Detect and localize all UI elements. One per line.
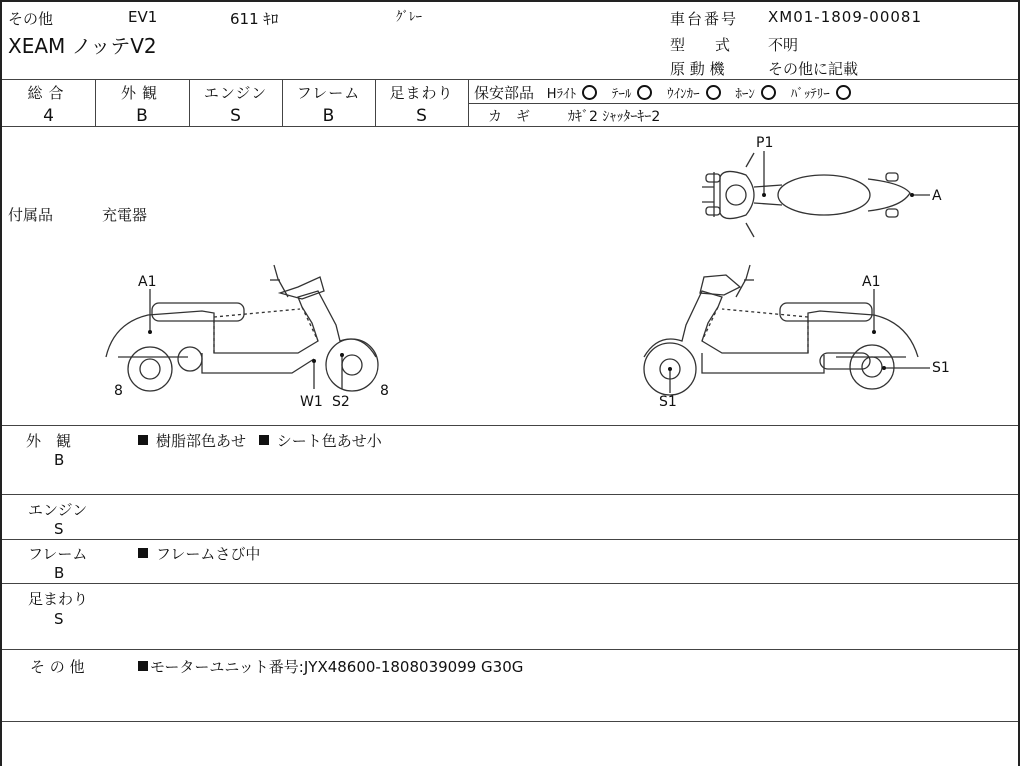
- mark-left-a1: A1: [138, 274, 157, 290]
- ok-circle-icon: [836, 85, 851, 100]
- mark-right-s1a: S1: [932, 360, 950, 376]
- section-frame-notes: フレームさび中: [138, 543, 260, 564]
- section-suspension-label: 足まわり: [28, 590, 89, 608]
- mark-left-8b: 8: [380, 383, 389, 399]
- safety-label: 保安部品: [474, 84, 535, 102]
- section-engine-grade: S: [54, 520, 64, 538]
- bullet-square-icon: [259, 435, 269, 445]
- divider: [2, 583, 1018, 584]
- scooter-right-view: [644, 265, 930, 395]
- divider: [2, 649, 1018, 650]
- accessories-label: 付属品: [8, 206, 54, 224]
- safety-battery: ﾊﾞｯﾃﾘｰ: [791, 87, 851, 102]
- frame-no: XM01-1809-00081: [768, 8, 923, 26]
- safety-headlight: Hﾗｲﾄ: [547, 87, 597, 102]
- divider: [468, 103, 1018, 104]
- section-other-label: そ の 他: [30, 658, 85, 676]
- section-appearance-label: 外 観: [26, 432, 72, 450]
- mark-left-w1: W1: [300, 394, 323, 410]
- mark-left-s2: S2: [332, 394, 350, 410]
- color: ｸﾞﾚｰ: [396, 10, 422, 25]
- divider: [2, 425, 1018, 426]
- ok-circle-icon: [637, 85, 652, 100]
- bullet-square-icon: [138, 548, 148, 558]
- divider: [2, 539, 1018, 540]
- safety-horn: ﾎｰﾝ: [735, 87, 776, 102]
- ok-circle-icon: [706, 85, 721, 100]
- accessories-value: 充電器: [102, 206, 148, 224]
- model-name: XEAM ノッテV2: [8, 34, 157, 58]
- grade-suspension: 足まわり S: [389, 84, 454, 126]
- engine-label: 原 動 機: [670, 60, 725, 78]
- grade-engine: エンジン S: [203, 84, 268, 126]
- grade-frame: フレーム B: [296, 84, 361, 126]
- divider: [2, 494, 1018, 495]
- divider: [2, 79, 1018, 80]
- ok-circle-icon: [761, 85, 776, 100]
- mark-top-p1: P1: [756, 135, 774, 151]
- model-code: EV1: [128, 8, 158, 26]
- ok-circle-icon: [582, 85, 597, 100]
- key-value: ｶｷﾞ2 ｼｬｯﾀｰｷｰ2: [568, 109, 661, 125]
- scooter-diagrams: [2, 127, 1022, 425]
- type-label: 型 式: [670, 36, 731, 54]
- safety-parts-row: [474, 82, 861, 103]
- bullet-square-icon: [138, 435, 148, 445]
- safety-tail: ﾃｰﾙ: [612, 87, 653, 102]
- grade-overall: 総合 4: [27, 84, 70, 126]
- divider: [2, 721, 1018, 722]
- section-frame-grade: B: [54, 564, 65, 582]
- safety-winker: ｳｲﾝｶｰ: [667, 87, 721, 102]
- mark-right-s1b: S1: [659, 394, 677, 410]
- section-appearance-notes: 樹脂部色あせ シート色あせ小: [138, 430, 382, 451]
- section-engine-label: エンジン: [28, 501, 88, 519]
- section-other-notes: モーターユニット番号:JYX48600-1808039099 G30G: [138, 656, 523, 677]
- section-frame-label: フレーム: [28, 545, 88, 563]
- frame-no-label: 車台番号: [670, 10, 739, 28]
- engine-value: その他に記載: [768, 60, 859, 78]
- mark-right-a1: A1: [862, 274, 881, 290]
- mileage: 611 ｷﾛ: [230, 10, 279, 28]
- key-label: カ ギ: [488, 109, 530, 125]
- category: その他: [8, 10, 54, 28]
- grade-appearance: 外観 B: [120, 84, 163, 126]
- section-suspension-grade: S: [54, 610, 64, 628]
- section-appearance-grade: B: [54, 451, 65, 469]
- mark-left-8a: 8: [114, 383, 123, 399]
- bullet-square-icon: [138, 661, 148, 671]
- mark-top-a: A: [932, 188, 942, 204]
- scooter-top-view: [702, 153, 930, 237]
- type-value: 不明: [768, 36, 799, 54]
